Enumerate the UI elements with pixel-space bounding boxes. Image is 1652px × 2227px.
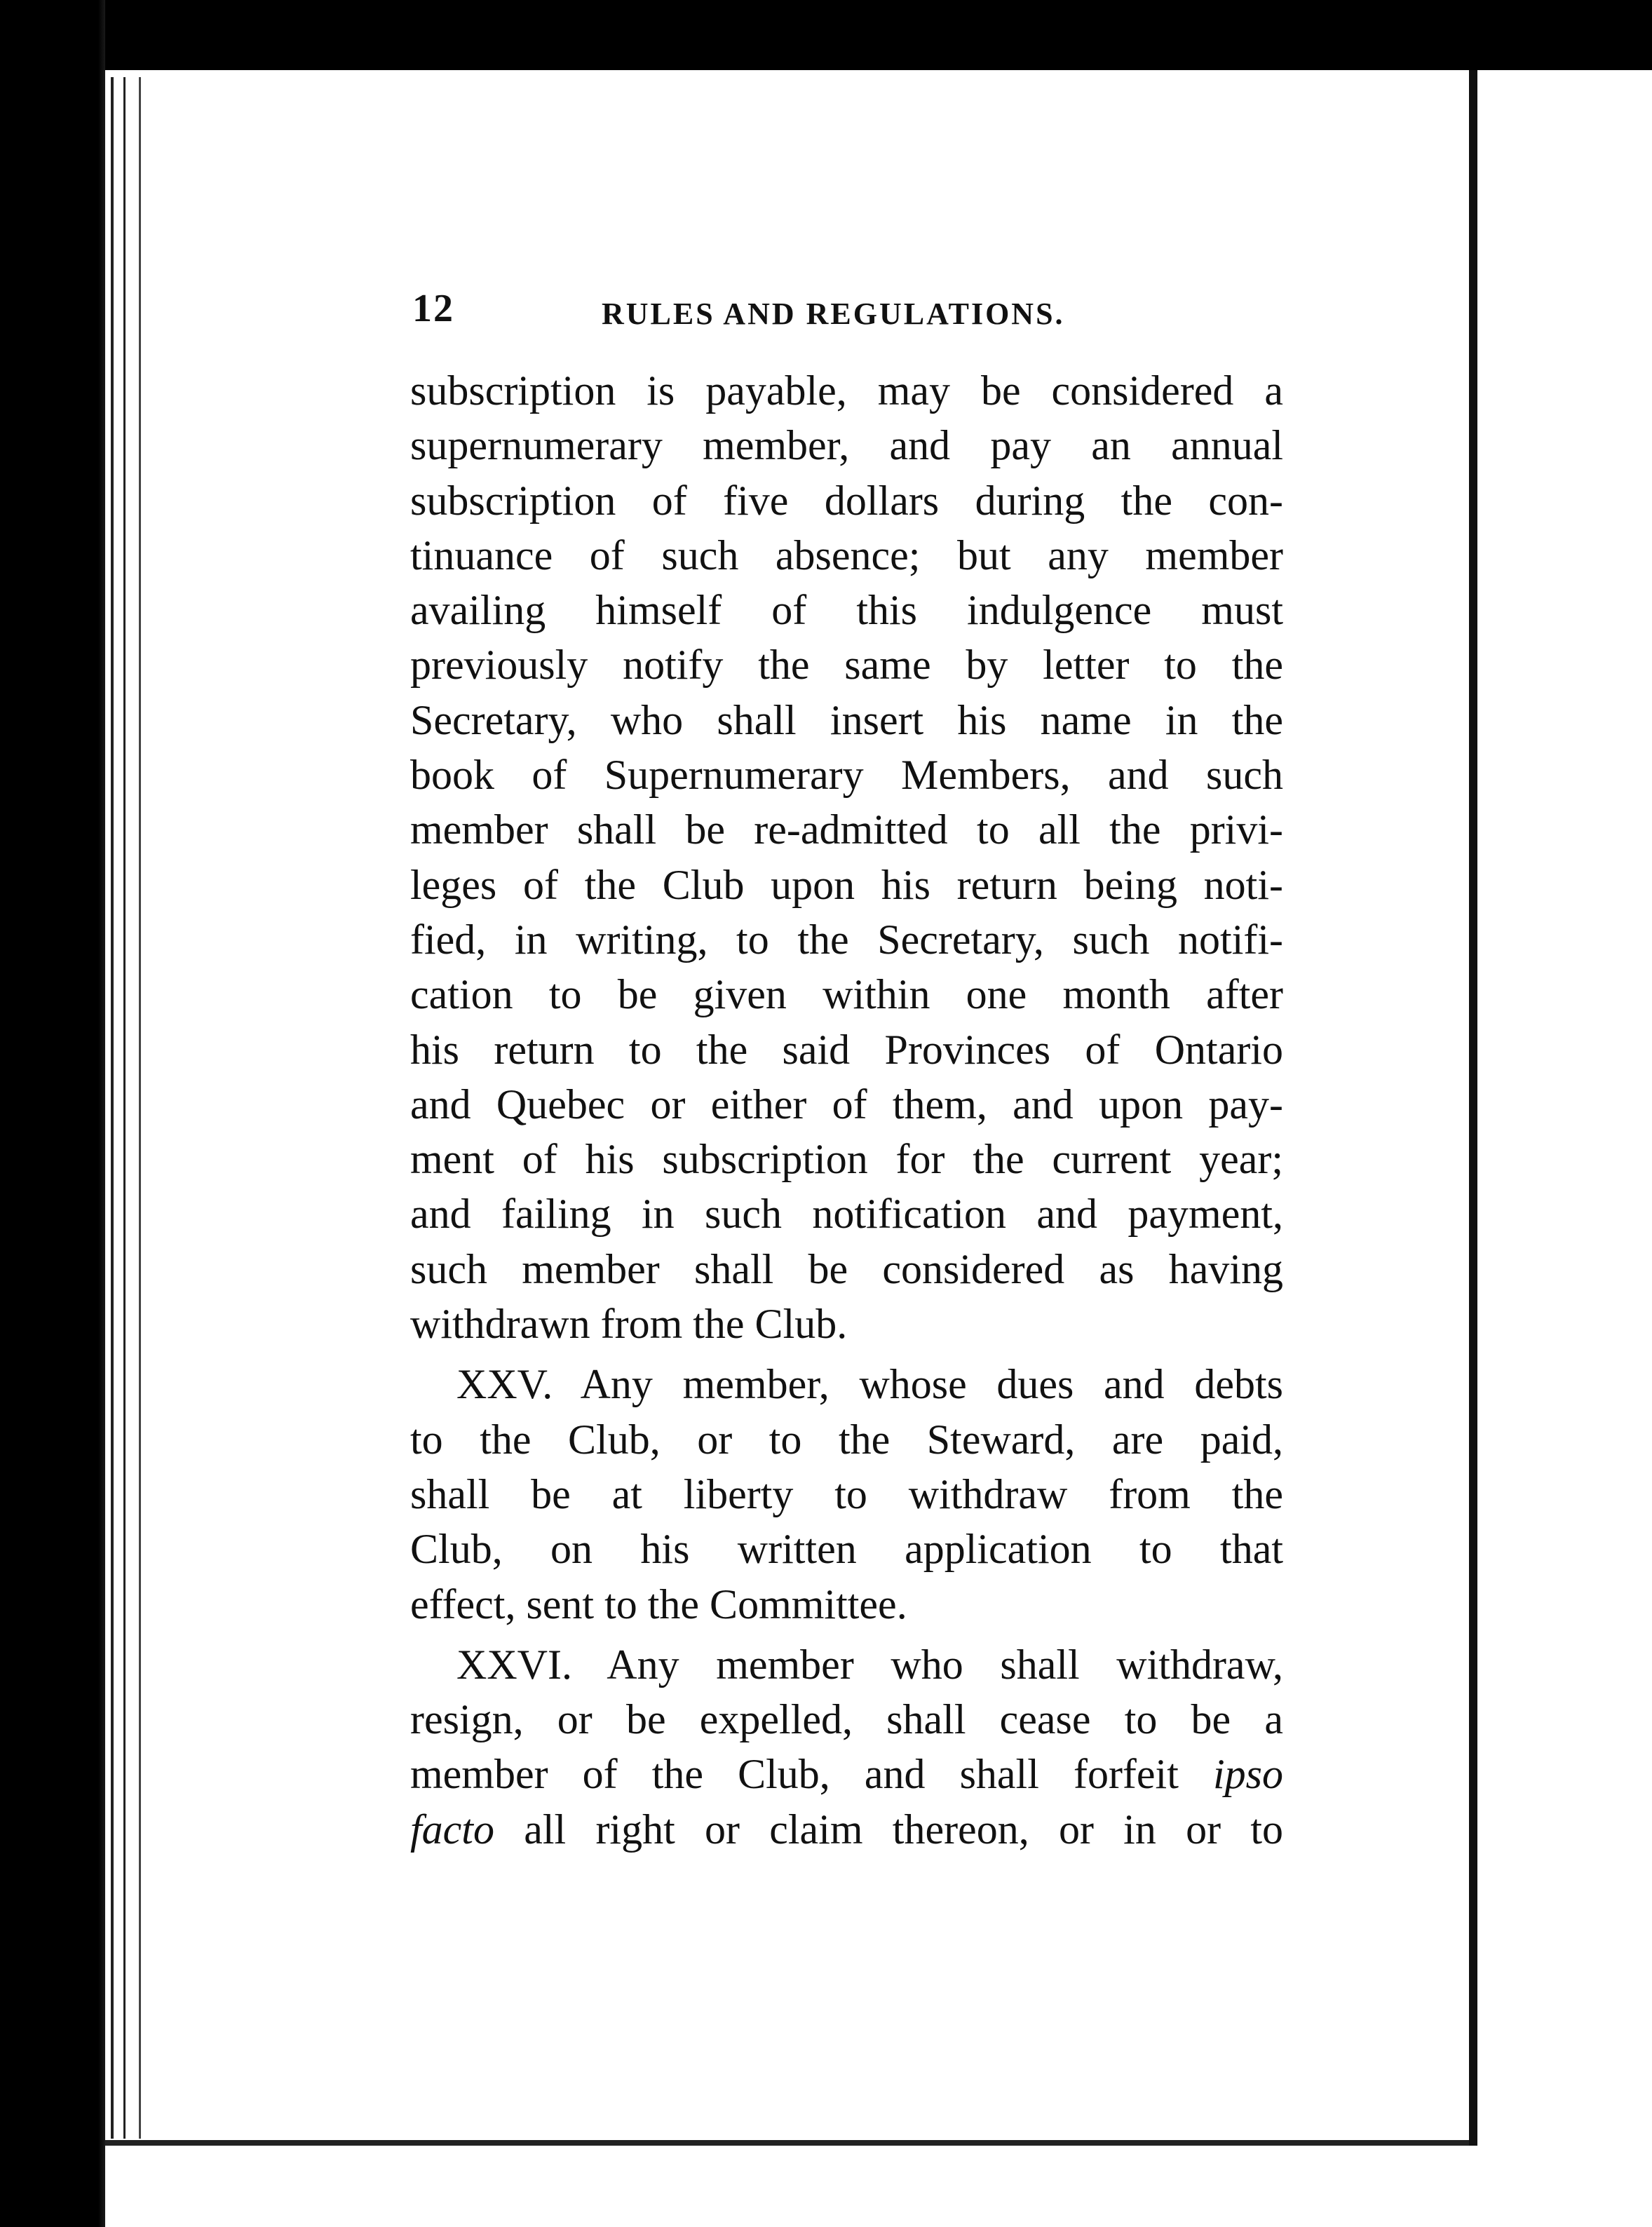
text-line: to the Club, or to the Steward, are paid, xyxy=(410,1416,1283,1463)
scan-border-left xyxy=(0,0,105,2227)
text-line: such member shall be considered as having xyxy=(410,1245,1283,1292)
running-head xyxy=(412,286,1282,335)
text-line: supernumerary member, and pay an annual xyxy=(410,422,1283,469)
latin-phrase: facto xyxy=(410,1806,494,1853)
text-line: previously notify the same by letter to the xyxy=(410,642,1283,689)
body-text xyxy=(410,363,1283,1857)
text-line: effect, sent to the Committee. xyxy=(410,1580,907,1627)
text-line: shall be at liberty to withdraw from the xyxy=(410,1470,1283,1517)
text-line: fied, in writing, to the Secretary, such notifi- xyxy=(410,916,1283,963)
text-line: availing himself of this indulgence must xyxy=(410,587,1283,634)
text-line: tinuance of such absence; but any member xyxy=(410,532,1283,578)
text-segment: all right or claim thereon, or in or to xyxy=(524,1806,1283,1853)
text-line: XXV. Any member, whose dues and debts xyxy=(456,1361,1283,1408)
latin-phrase: ipso xyxy=(1212,1751,1283,1798)
binding-rule xyxy=(123,77,126,2139)
page-gutter xyxy=(1469,70,1477,2146)
text-line: withdrawn from the Club. xyxy=(410,1301,848,1348)
text-line: member shall be re-admitted to all the privi- xyxy=(410,806,1283,853)
running-title: RULES AND REGULATIONS. xyxy=(602,297,1065,331)
text-line xyxy=(410,1747,1283,1801)
binding-rule xyxy=(139,77,141,2139)
text-segment: member of the Club, and shall forfeit xyxy=(410,1751,1179,1798)
scan-border-top xyxy=(0,0,1652,70)
text-line xyxy=(410,1802,1283,1857)
paragraph-rule-xxv xyxy=(410,1357,1283,1631)
text-line: his return to the said Provinces of Ontario xyxy=(410,1026,1283,1073)
scan-bottom-area xyxy=(105,2146,1477,2227)
page-number: 12 xyxy=(412,287,454,330)
page-bottom-edge xyxy=(105,2140,1469,2146)
paragraph-supernumerary xyxy=(410,363,1283,1351)
text-line: subscription of five dollars during the con- xyxy=(410,477,1283,524)
binding-rule xyxy=(111,77,114,2139)
text-line: and failing in such notification and payment, xyxy=(410,1191,1283,1238)
text-line: XXVI. Any member who shall withdraw, xyxy=(456,1641,1283,1688)
text-line: Secretary, who shall insert his name in the xyxy=(410,696,1283,743)
text-line: book of Supernumerary Members, and such xyxy=(410,752,1283,799)
text-line: ment of his subscription for the current year; xyxy=(410,1136,1283,1183)
text-line: Club, on his written application to that xyxy=(410,1526,1283,1573)
text-line: and Quebec or either of them, and upon pay- xyxy=(410,1081,1283,1128)
text-line: leges of the Club upon his return being noti- xyxy=(410,861,1283,908)
text-line: resign, or be expelled, shall cease to be a xyxy=(410,1696,1283,1743)
text-line: cation to be given within one month after xyxy=(410,971,1283,1018)
facing-page-edge xyxy=(1477,70,1652,2227)
text-line: subscription is payable, may be considered a xyxy=(410,367,1283,414)
paragraph-rule-xxvi xyxy=(410,1637,1283,1857)
